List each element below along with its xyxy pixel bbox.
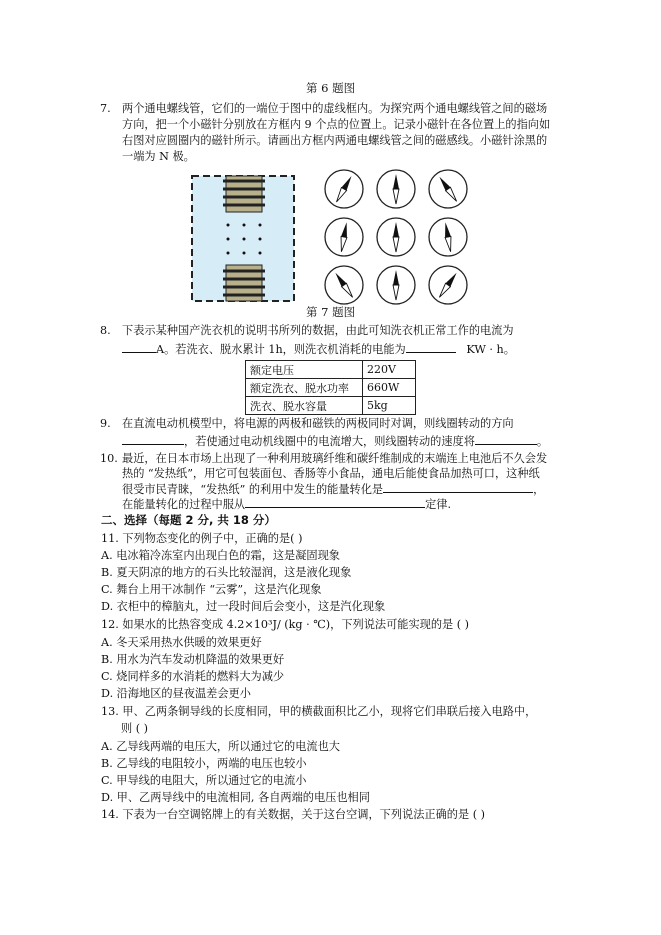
- q8-number: 8.: [100, 324, 111, 337]
- q9-number: 9.: [100, 417, 111, 430]
- compass-needle-icon: [377, 170, 415, 208]
- q9-blank-speed[interactable]: [475, 433, 537, 445]
- q7-line-2: 方向，把一个小磁针分别放在方框内 9 个点的位置上。记录小磁针在各位置上的指向如: [122, 118, 551, 131]
- q9-blank-direction[interactable]: [122, 433, 184, 445]
- q14-stem: 14. 下表为一台空调铭牌上的有关数据，关于这台空调，下列说法正确的是 ( ): [101, 808, 486, 821]
- figure-7-caption: 第 7 题图: [306, 305, 356, 319]
- table-row: 额定电压 220V: [246, 361, 416, 379]
- bottom-solenoid: [223, 265, 265, 301]
- table-row: 额定洗衣、脱水功率 660W: [246, 379, 416, 397]
- solenoid-figure: [190, 173, 296, 304]
- q7-line-4: 一端为 N 极。: [122, 150, 195, 163]
- section-2-heading: 二、选择（每题 2 分, 共 18 分）: [101, 513, 276, 527]
- q12-stem: 12. 如果水的比热容变成 4.2×10³J/ (kg · ℃)，下列说法可能实现的是 ( ): [101, 618, 470, 631]
- q10-blank-conversion[interactable]: [383, 481, 533, 493]
- q10-line-4: 在能量转化的过程中服从 定律.: [122, 498, 452, 511]
- compass-needle-icon: [325, 170, 363, 208]
- compass-needle-icon: [429, 218, 467, 256]
- q13-option-a: A. 乙导线两端的电压大，所以通过它的电流也大: [101, 740, 340, 753]
- q12-option-b: B. 用水为汽车发动机降温的效果更好: [101, 653, 285, 666]
- q11-option-c: C. 舞台上用干冰制作 “云雾”，这是汽化现象: [101, 583, 322, 596]
- q10-number: 10.: [100, 452, 118, 465]
- compass-needle-icon: [325, 266, 363, 304]
- q10-line-3: 很受市民青睐，“发热纸” 的利用中发生的能量转化是 ，: [122, 483, 545, 496]
- q11-option-d: D. 衣柜中的樟脑丸，过一段时间后会变小，这是汽化现象: [101, 600, 386, 613]
- q7-number: 7.: [100, 102, 111, 115]
- q10-line-1: 最近，在日本市场上出现了一种利用玻璃纤维和碳纤维制成的末端连上电池后不久会发: [122, 452, 548, 465]
- figure-6-caption: 第 6 题图: [306, 81, 356, 95]
- q12-option-c: C. 烧同样多的水消耗的燃料大为减少: [101, 670, 285, 683]
- compass-needle-icon: [377, 266, 415, 304]
- q8-line-2: A。若洗衣、脱水累计 1h，则洗衣机消耗的电能为 KW · h。: [122, 341, 515, 357]
- compass-needle-icon: [377, 218, 415, 256]
- top-solenoid: [223, 176, 265, 212]
- q9-line-1: 在直流电动机模型中，将电源的两极和磁铁的两极同时对调，则线圈转动的方向: [122, 417, 514, 430]
- compass-needle-icon: [325, 218, 363, 256]
- q10-line-2: 热的 “发热纸”，用它可包装面包、香肠等小食品，通电后能使食品加热可口，这种纸: [122, 467, 540, 480]
- q11-stem: 11. 下列物态变化的例子中，正确的是( ): [101, 532, 303, 545]
- compass-grid: [322, 168, 472, 308]
- q13-stem-line-1: 13. 甲、乙两条铜导线的长度相同，甲的横截面积比乙小，现将它们串联后接入电路中，: [101, 705, 537, 718]
- compass-needle-icon: [429, 170, 467, 208]
- q7-line-3: 右图对应圆圈内的磁针所示。请画出方框内两通电螺线管之间的磁感线。小磁针涂黑的: [122, 134, 548, 147]
- q10-blank-law[interactable]: [245, 496, 425, 508]
- q13-stem-line-2: 则 ( ): [121, 722, 149, 735]
- q11-option-b: B. 夏天阴凉的地方的石头比较湿润，这是液化现象: [101, 566, 352, 579]
- compass-needle-icon: [429, 266, 467, 304]
- q12-option-d: D. 沿海地区的昼夜温差会更小: [101, 687, 251, 700]
- q13-option-d: D. 甲、乙两导线中的电流相同, 各自两端的电压也相同: [101, 791, 370, 804]
- q8-blank-energy[interactable]: [406, 341, 456, 353]
- q12-option-a: A. 冬天采用热水供暖的效果更好: [101, 636, 262, 649]
- table-row: 洗衣、脱水容量 5kg: [246, 397, 416, 415]
- q9-line-2: ，若使通过电动机线圈中的电流增大，则线圈转动的速度将 。: [122, 433, 548, 449]
- washer-spec-table: [245, 360, 416, 415]
- q8-blank-current[interactable]: [122, 341, 156, 353]
- q11-option-a: A. 电冰箱冷冻室内出现白色的霜，这是凝固现象: [101, 549, 340, 562]
- q13-option-b: B. 乙导线的电阻较小，两端的电压也较小: [101, 757, 307, 770]
- q13-option-c: C. 甲导线的电阻大，所以通过它的电流小: [101, 774, 307, 787]
- q7-line-1: 两个通电螺线管，它们的一端位于图中的虚线框内。为探究两个通电螺线管之间的磁场: [122, 102, 548, 115]
- q8-line-1: 下表示某种国产洗衣机的说明书所列的数据，由此可知洗衣机正常工作的电流为: [122, 324, 514, 337]
